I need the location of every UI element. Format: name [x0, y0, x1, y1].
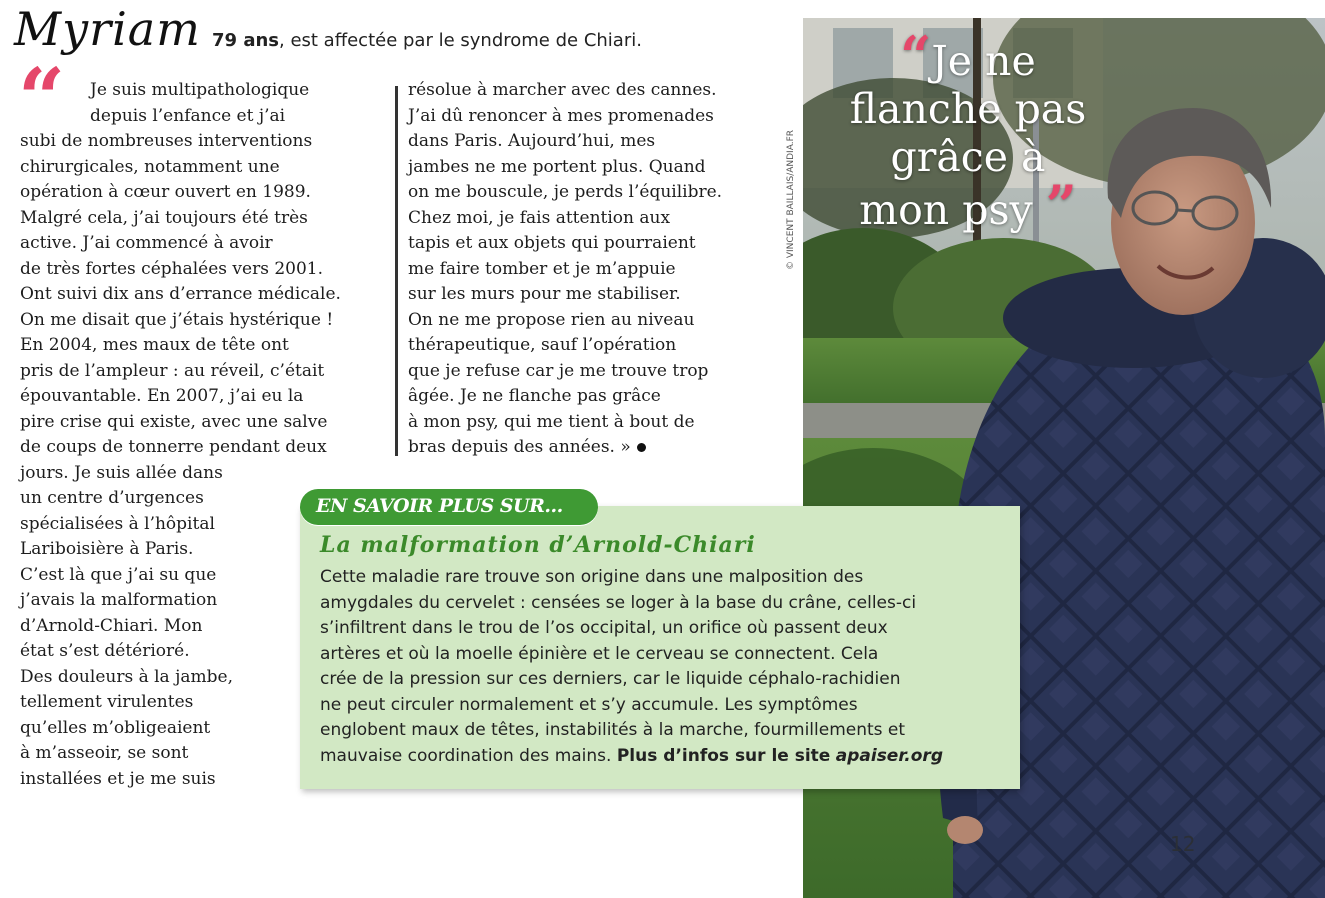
text-line: On me disait que j’étais hystérique !: [20, 309, 334, 330]
text-line: âgée. Je ne flanche pas grâce: [408, 386, 661, 406]
page-number: 12: [1170, 832, 1196, 856]
text-line: englobent maux de têtes, instabilités à la marche, fourmillements et: [320, 720, 906, 740]
text-line: opération à cœur ouvert en 1989.: [20, 182, 311, 202]
text-line: à m’asseoir, se sont: [20, 743, 189, 763]
text-line: C’est là que j’ai su que: [20, 564, 217, 585]
pull-quote-line-2: flanche pas: [849, 85, 1087, 133]
text-line: un centre d’urgences: [20, 488, 204, 508]
text-line: me faire tomber et je m’appuie: [408, 258, 676, 279]
column-divider: [395, 86, 398, 456]
text-line: tellement virulentes: [20, 692, 194, 712]
text-line: pire crise qui existe, avec une salve: [20, 411, 328, 432]
text-line: de coups de tonnerre pendant deux: [20, 437, 327, 457]
text-line: état s’est détérioré.: [20, 641, 190, 661]
text-line: jambes ne me portent plus. Quand: [408, 156, 706, 177]
text-line: de très fortes céphalées vers 2001.: [20, 258, 323, 279]
text-line: J’ai dû renoncer à mes promenades: [408, 105, 714, 126]
condition-text: , est affectée par le syndrome de Chiari.: [279, 30, 642, 51]
text-line: pris de l’ampleur : au réveil, c’était: [20, 360, 325, 381]
pull-quote-line-4: mon psy ”: [859, 173, 1077, 237]
text-line: épouvantable. En 2007, j’ai eu la: [20, 386, 304, 406]
info-box-text: [320, 565, 1010, 769]
text-line: thérapeutique, sauf l’opération: [408, 335, 677, 355]
text-line: ne peut circuler normalement et s’y accumule. Les symptômes: [320, 694, 858, 715]
text-line: mauvaise coordination des mains. Plus d’infos sur le site apaiser.org: [320, 745, 943, 766]
text-line: s’infiltrent dans le trou de l’os occipital, un orifice où passent deux: [320, 618, 888, 638]
pull-quote-line-3: grâce à: [890, 133, 1046, 181]
quote-mark-icon: “: [18, 51, 66, 147]
photo-credit: © VINCENT BAILLAIS/ANDIA.FR: [786, 129, 796, 270]
text-line: Chez moi, je fais attention aux: [408, 207, 671, 228]
text-line: bras depuis des années. »: [408, 435, 788, 461]
text-line: On ne me propose rien au niveau: [408, 309, 695, 330]
person-name: Myriam: [14, 2, 201, 56]
text-line: qu’elles m’obligeaient: [20, 717, 211, 738]
text-line: active. J’ai commencé à avoir: [20, 233, 273, 253]
text-line: Lariboisière à Paris.: [20, 539, 194, 559]
text-line: jours. Je suis allée dans: [20, 462, 223, 483]
text-line: crée de la pression sur ces derniers, car le liquide céphalo-rachidien: [320, 669, 901, 689]
text-line: on me bouscule, je perds l’équilibre.: [408, 182, 723, 202]
text-line: Des douleurs à la jambe,: [20, 666, 233, 687]
pull-quote-line-1: “Je ne: [900, 24, 1036, 88]
text-line: j’avais la malformation: [20, 590, 218, 610]
info-box-tag-label: EN SAVOIR PLUS SUR...: [316, 495, 563, 517]
text-line: Ont suivi dix ans d’errance médicale.: [20, 284, 341, 304]
info-box-tag: [300, 489, 598, 525]
text-line: Je suis multipathologique: [90, 80, 310, 100]
info-box-title: La malformation d’Arnold-Chiari: [320, 532, 756, 558]
text-line: dans Paris. Aujourd’hui, mes: [408, 131, 656, 151]
text-line: chirurgicales, notamment une: [20, 156, 280, 177]
more-info-label: Plus d’infos sur le site: [616, 745, 831, 766]
intro-line: [212, 30, 642, 51]
text-line: subi de nombreuses interventions: [20, 131, 313, 151]
text-line: spécialisées à l’hôpital: [20, 513, 215, 534]
pull-quote: [818, 24, 1118, 237]
text-line: résolue à marcher avec des cannes.: [408, 80, 717, 100]
quote-mark-icon: ”: [1045, 173, 1077, 237]
text-line: sur les murs pour me stabiliser.: [408, 284, 681, 304]
text-line: d’Arnold-Chiari. Mon: [20, 615, 203, 636]
end-bullet-icon: [637, 443, 646, 452]
text-line: installées et je me suis: [20, 768, 216, 789]
text-line: Cette maladie rare trouve son origine dans une malposition des: [320, 567, 864, 587]
testimony-column-2: [408, 78, 788, 461]
text-line: tapis et aux objets qui pourraient: [408, 233, 696, 253]
text-line: En 2004, mes maux de tête ont: [20, 335, 289, 355]
text-line: depuis l’enfance et j’ai: [90, 105, 286, 126]
quote-mark-icon: “: [900, 24, 932, 88]
age: 79 ans: [212, 30, 279, 51]
website-link[interactable]: apaiser.org: [835, 745, 943, 766]
text-line: Malgré cela, j’ai toujours été très: [20, 207, 308, 228]
text-line: artères et où la moelle épinière et le cerveau se connectent. Cela: [320, 643, 879, 664]
text-line: que je refuse car je me trouve trop: [408, 360, 709, 381]
text-line: à mon psy, qui me tient à bout de: [408, 411, 695, 432]
text-line: amygdales du cervelet : censées se loger à la base du crâne, celles-ci: [320, 592, 917, 613]
